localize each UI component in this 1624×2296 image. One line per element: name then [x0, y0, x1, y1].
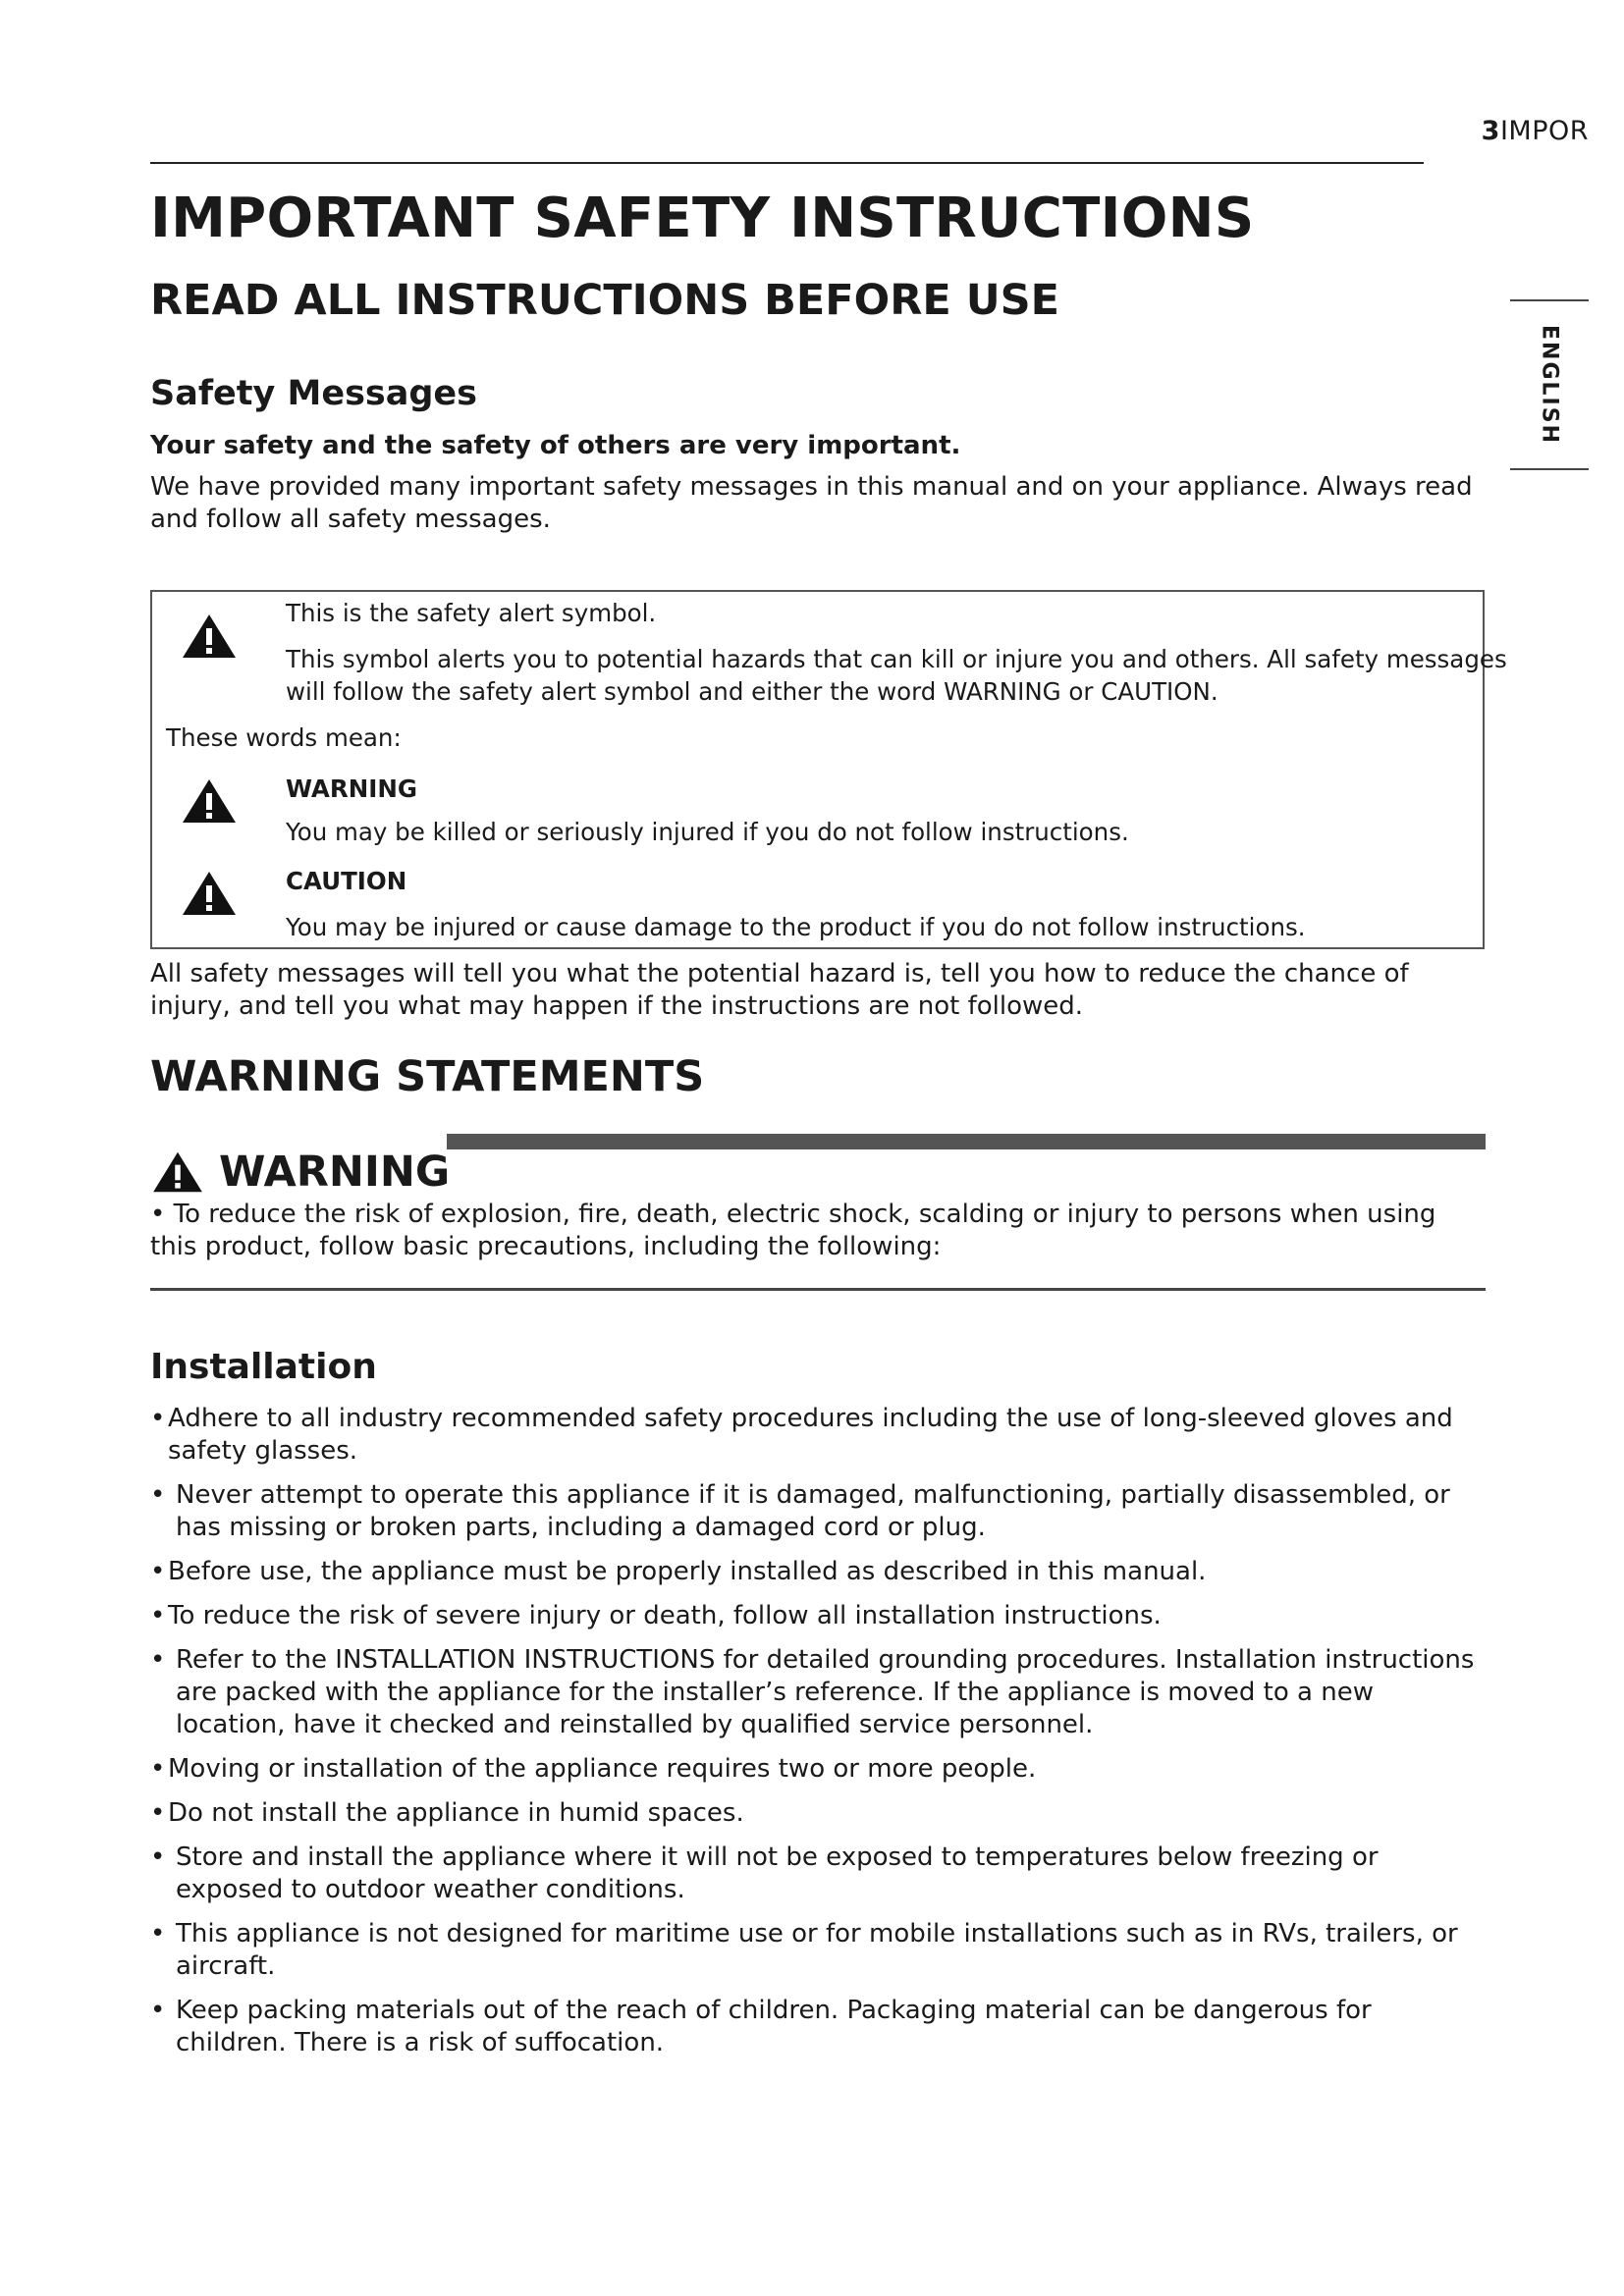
symbol-desc-1: This symbol alerts you to potential hazards that can kill or injure you and others. All safety messages: [286, 645, 1507, 673]
page-header: [1482, 116, 1589, 146]
warning-banner-label: [150, 1148, 450, 1197]
warning-banner-stripe: [447, 1134, 1486, 1149]
these-words-mean: These words mean:: [166, 723, 402, 752]
list-item: • Keep packing materials out of the reach of children. Packaging material can be dangerous for children. There is a risk of suffocation.: [150, 1995, 1486, 2059]
safety-messages-heading: Safety Messages: [150, 374, 477, 413]
safety-alert-icon: [180, 612, 239, 661]
language-side-tab: [1510, 299, 1589, 470]
warning-divider: [150, 1288, 1486, 1291]
installation-heading: Installation: [150, 1347, 377, 1387]
warning-statement-text: • To reduce the risk of explosion, fire, death, electric shock, scalding or injury to persons when using this product, follow basic precautions, including the following:: [150, 1200, 1436, 1261]
symbol-line: This is the safety alert symbol.: [286, 599, 657, 627]
list-item: • Do not install the appliance in humid spaces.: [150, 1797, 1486, 1830]
list-item: • Adhere to all industry recommended safety procedures including the use of long-sleeved gloves and safety glasses.: [150, 1403, 1486, 1468]
list-item: • Refer to the INSTALLATION INSTRUCTIONS for detailed grounding procedures. Installation instructions are packed with the appliance for the installer’s reference. If the appliance is moved to a new location, have it checked and reinstalled by qualified service personnel.: [150, 1644, 1486, 1741]
safety-alert-box: [150, 590, 1507, 949]
header-divider: [150, 162, 1424, 164]
symbol-desc-2: will follow the safety alert symbol and either the word WARNING or CAUTION.: [286, 677, 1218, 706]
language-label: ENGLISH: [1537, 325, 1562, 445]
caution-description: You may be injured or cause damage to the product if you do not follow instructions.: [286, 913, 1306, 941]
installation-list: [150, 1403, 1486, 2071]
warning-label: WARNING: [286, 774, 417, 803]
page-subtitle: READ ALL INSTRUCTIONS BEFORE USE: [150, 276, 1059, 325]
list-item: • To reduce the risk of severe injury or death, follow all installation instructions.: [150, 1600, 1486, 1632]
warning-statements-heading: WARNING STATEMENTS: [150, 1052, 705, 1101]
list-item: • Moving or installation of the appliance requires two or more people.: [150, 1753, 1486, 1786]
list-item: • Store and install the appliance where it will not be exposed to temperatures below freezing or exposed to outdoor weather conditions.: [150, 1842, 1486, 1906]
warning-alert-icon: [180, 776, 239, 826]
main-content: [150, 185, 1486, 536]
page-title: IMPORTANT SAFETY INSTRUCTIONS: [150, 187, 1255, 250]
warning-description: You may be killed or seriously injured if you do not follow instructions.: [286, 818, 1129, 846]
warning-icon: [150, 1149, 205, 1195]
safety-messages-summary: All safety messages will tell you what the potential hazard is, tell you how to reduce the chance of injury, and tell you what may happen if the instructions are not followed.: [150, 959, 1409, 1021]
page-number: 3: [1481, 116, 1500, 146]
warning-banner-text: WARNING: [219, 1148, 451, 1197]
running-title: IMPOR: [1499, 116, 1589, 146]
list-item: • Never attempt to operate this appliance if it is damaged, malfunctioning, partially disassembled, or has missing or broken parts, including a damaged cord or plug.: [150, 1479, 1486, 1544]
caution-alert-icon: [180, 869, 239, 918]
safety-messages-body: We have provided many important safety messages in this manual and on your appliance. Always read and follow all safety messages.: [150, 472, 1473, 534]
caution-label: CAUTION: [286, 867, 407, 895]
list-item: • This appliance is not designed for maritime use or for mobile installations such as in RVs, trailers, or aircraft.: [150, 1918, 1486, 1983]
list-item: • Before use, the appliance must be properly installed as described in this manual.: [150, 1556, 1486, 1588]
safety-messages-lead: Your safety and the safety of others are very important.: [150, 431, 961, 460]
